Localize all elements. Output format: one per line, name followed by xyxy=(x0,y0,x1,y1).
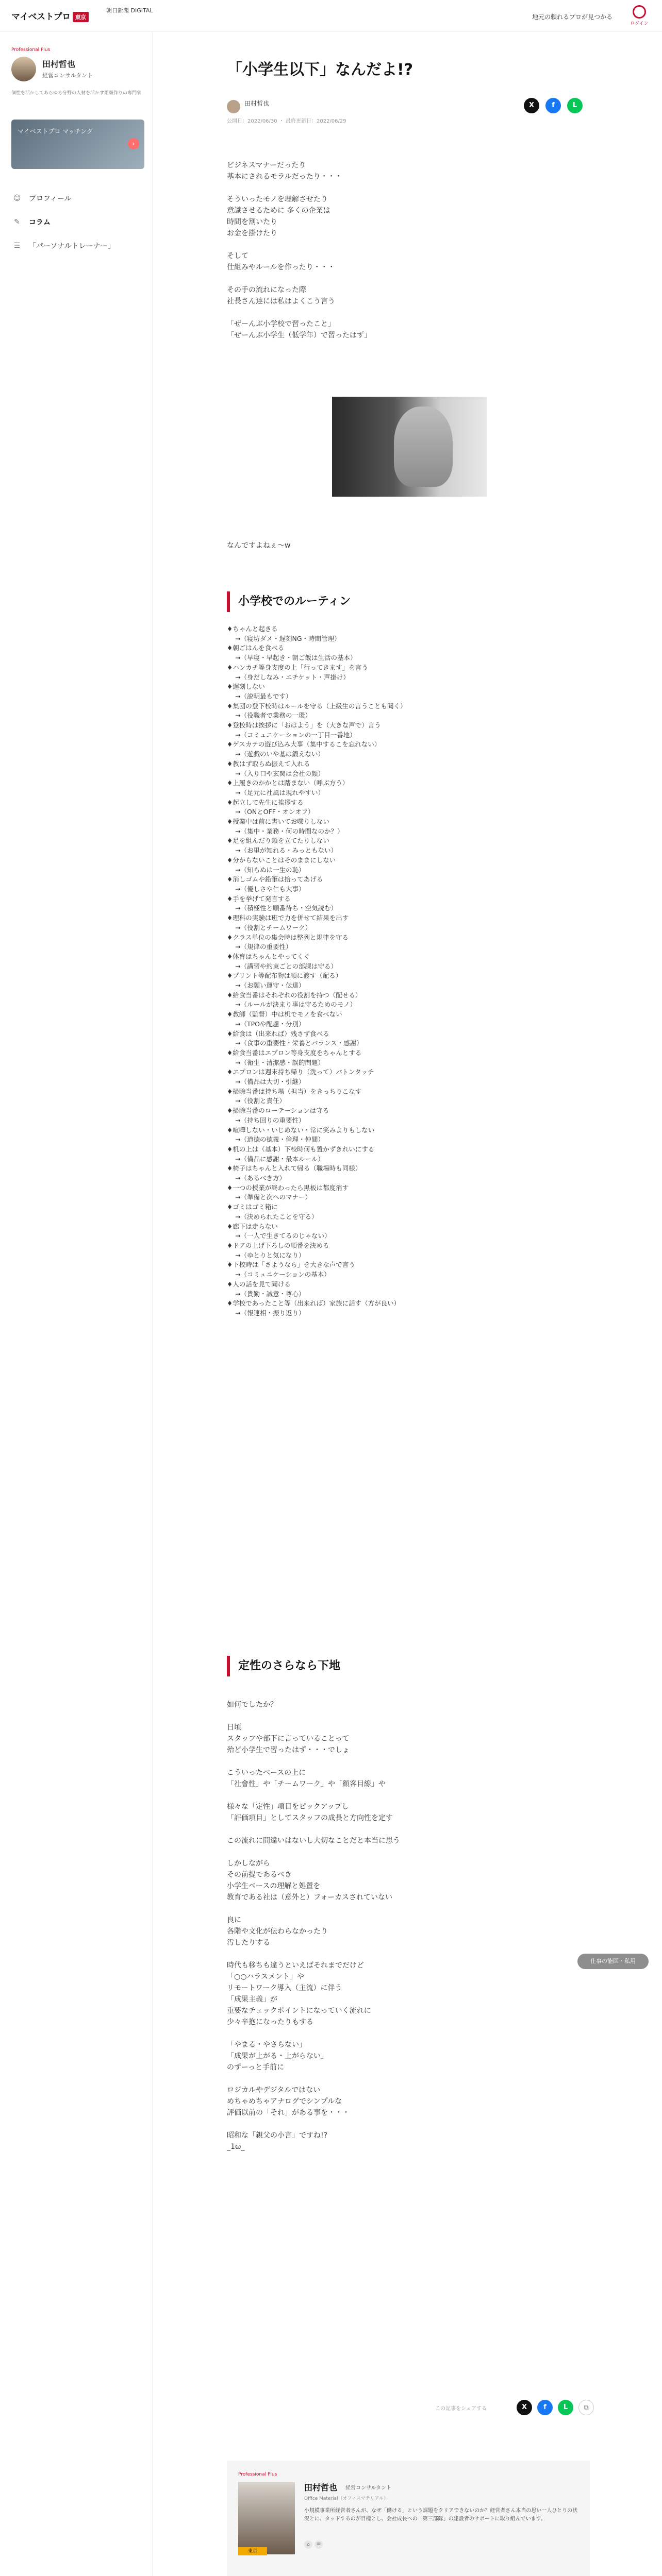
account-label: ログイン xyxy=(630,21,649,26)
matching-banner[interactable] xyxy=(11,120,144,169)
routine-item: ♦クラス単位の集会時は整列と規律を守る xyxy=(227,933,349,941)
routine-lesson: →（優しさや仁も大事） xyxy=(235,885,305,893)
sidebar xyxy=(0,32,153,2576)
routine-lesson: →（お里が知れる・みっともない） xyxy=(235,846,337,855)
author-photo[interactable] xyxy=(238,2482,295,2554)
routine-item: ♦授業中は前に書いてお喋りしない xyxy=(227,818,329,826)
routine-item: ♦ドアの上げ下ろしの順番を決める xyxy=(227,1242,329,1249)
routine-item: ♦ハンカチ等身支度の上「行ってきます」を言う xyxy=(227,663,368,671)
routine-item: ♦学校であったこと等（出来れば）家族に話す（方が良い） xyxy=(227,1299,401,1308)
routine-item: ♦分からないことはそのままにしない xyxy=(227,856,336,864)
author-company: Office Material（オフィスマテリアル） xyxy=(304,2496,389,2501)
sidebar-nav xyxy=(11,187,144,258)
routine-lesson: →（貴勤・誠意・尊心） xyxy=(235,1290,305,1298)
routine-item: ♦ゴミはゴミ箱に xyxy=(227,1203,278,1211)
routine-lesson: →（衛生・清潔感・誤的問題） xyxy=(235,1058,324,1066)
routine-lesson: →（足元に社風は現れやすい） xyxy=(235,788,324,796)
routine-lesson: →（報連相・振り返り） xyxy=(235,1309,305,1317)
routine-item: ♦教はず取らぬ振えて入れる xyxy=(227,759,310,768)
routine-lesson: →（積極性と順番待ち・空気読む） xyxy=(235,904,337,912)
routine-item: ♦給食は（出来れば）残さず食べる xyxy=(227,1029,329,1038)
routine-item: ♦机の上は（基本）下校時何も置かずきれいにする xyxy=(227,1145,375,1153)
routine-lesson: →（お願い運守・伝達） xyxy=(235,981,305,990)
routine-item: ♦一つの授業が終わったら黒板は都度消す xyxy=(227,1183,349,1192)
page-title: 「小学生以下」なんだよ!? xyxy=(227,61,413,79)
routine-item: ♦椅子はちゃんと入れて帰る（職場時も同様） xyxy=(227,1164,362,1173)
pro-tag: Professional Plus xyxy=(238,2472,277,2477)
routine-item: ♦下校時は「さようなら」を大きな声で言う xyxy=(227,1261,355,1269)
routine-lesson: →（役職者で業務の一環） xyxy=(235,711,311,720)
section-heading: 小学校でのルーティン xyxy=(227,591,590,612)
routine-item: ♦教師（監督）中は机でモノを食べない xyxy=(227,1010,342,1019)
banner-text: マイベストプロ マッチング xyxy=(18,128,93,135)
share-label: この記事をシェアする xyxy=(435,2406,487,2412)
article-photo xyxy=(332,397,487,497)
routine-lesson: →（寝坊ダメ・遅刻NG・時間管理） xyxy=(235,634,341,642)
author-role: 経営コンサルタント xyxy=(345,2485,392,2491)
section-heading: 定性のさらなら下地 xyxy=(227,1656,590,1676)
routine-item: ♦消しゴムや鉛筆は拾ってあげる xyxy=(227,875,323,884)
pen-icon: ✎ xyxy=(14,218,20,226)
facebook-icon[interactable]: f xyxy=(545,98,561,113)
routine-lesson: →（身だしなみ・エチケット・声掛け） xyxy=(235,673,350,681)
sidebar-item-label: プロフィール xyxy=(29,195,72,203)
article-text-after-photo: なんですよねぇ〜w xyxy=(227,541,291,550)
author-card xyxy=(227,2461,590,2576)
site-logo[interactable] xyxy=(11,9,89,22)
routine-lesson: →（備品に感謝・最本ルール） xyxy=(235,1155,324,1163)
routine-lesson: →（知らぬは一生の恥） xyxy=(235,866,305,874)
routine-item: ♦給食当番はエプロン等身支度をちゃんとする xyxy=(227,1048,362,1057)
sidebar-item-profile[interactable] xyxy=(11,187,144,210)
publish-date: 公開日：2022/06/30 ・ 最終更新日：2022/06/29 xyxy=(227,118,346,124)
routine-lesson: →（ルールが決まり事は守るためのモノ） xyxy=(235,1001,357,1009)
routine-lesson: →（コミュニケーションの一丁目一番地） xyxy=(235,731,356,739)
profile-name[interactable]: 田村哲也 xyxy=(42,59,76,69)
author-name[interactable]: 田村哲也 xyxy=(304,2483,338,2493)
routine-item: ♦起立して先生に挨拶する xyxy=(227,798,304,806)
line-icon[interactable]: L xyxy=(558,2400,573,2415)
routine-item: ♦朝ごはんを食べる xyxy=(227,644,285,652)
pro-tag: Professional Plus xyxy=(11,47,51,53)
routine-lesson: →（持ち回りの重要性） xyxy=(235,1116,305,1124)
routine-list xyxy=(227,624,590,1318)
routine-lesson: →（役割と責任） xyxy=(235,1097,286,1105)
routine-item: ♦手を挙げて発言する xyxy=(227,894,291,903)
routine-item: ♦給食当番はそれぞれの役割を持つ（配せる） xyxy=(227,991,362,999)
partner-logo[interactable]: 朝日新聞 DIGITAL xyxy=(106,7,153,14)
sidebar-item-service[interactable] xyxy=(11,234,144,258)
sidebar-item-label: コラム xyxy=(29,218,51,227)
find-pro-link[interactable]: 地元の頼れるプロが見つかる xyxy=(532,13,613,21)
category-tag-button[interactable]: 仕事の能回・私用 xyxy=(577,1954,649,1969)
routine-lesson: →（説明最もです） xyxy=(235,692,292,700)
account-icon xyxy=(633,5,646,19)
x-icon[interactable]: X xyxy=(517,2400,532,2415)
sidebar-item-label: 「パーソナルトレーナー」 xyxy=(29,242,115,250)
routine-lesson: →（食事の重要性・栄養とバランス・感謝） xyxy=(235,1039,363,1047)
routine-item: ♦喧嘩しない・いじめない・常に笑みよりもしない xyxy=(227,1126,375,1134)
routine-item: ♦エプロンは週末持ち帰り（洗って）バトンタッチ xyxy=(227,1068,374,1076)
profile-title: 経営コンサルタント xyxy=(42,72,93,79)
author-row xyxy=(227,98,590,122)
avatar[interactable] xyxy=(11,57,36,81)
site-header xyxy=(0,0,662,32)
routine-item: ♦廊下は走らない xyxy=(227,1222,278,1230)
routine-lesson: →（規律の重要性） xyxy=(235,943,292,951)
area-badge: 東京 xyxy=(73,12,89,22)
routine-lesson: →（一人で生きてるのじゃない） xyxy=(235,1232,331,1240)
routine-lesson: →（集中・業務・何の時間なのか？） xyxy=(235,827,344,835)
routine-lesson: →（準備と次へのマナー） xyxy=(235,1193,311,1201)
list-icon: ☰ xyxy=(13,242,21,250)
author-description: 小規模事業所経営者さんが、なぜ「働ける」という課題をクリアできないのか？経営者さん本当の思い一人ひとりの状況とに、タッドするのが目標とし、会社成長への「第三部隊」の建設者のサポートに取り組んでいます。 xyxy=(304,2508,578,2522)
x-icon[interactable]: X xyxy=(524,98,539,113)
routine-item: ♦上履きのかかとは踏まない（呼ぶ方う） xyxy=(227,779,349,787)
routine-item: ♦ちゃんと起きる xyxy=(227,625,278,633)
routine-lesson: →（備品は大切・引継） xyxy=(235,1078,305,1086)
sidebar-item-column[interactable] xyxy=(11,210,144,234)
routine-lesson: →（道徳の徳義・倫理・仲間） xyxy=(235,1136,324,1144)
routine-item: ♦掃除当番のローテーションは守る xyxy=(227,1107,329,1115)
routine-lesson: →（あるべき方） xyxy=(235,1174,286,1182)
routine-item: ♦登校時は挨拶に「おはよう」を（大きな声で）言う xyxy=(227,721,381,730)
routine-item: ♦掃除当番は持ち場（担当）をきっちりこなす xyxy=(227,1087,362,1095)
person-icon: ☺ xyxy=(13,194,21,202)
routine-item: ♦集団の登下校時はルールを守る（上級生の言うことも聞く） xyxy=(227,702,407,710)
arrow-right-icon: › xyxy=(128,138,139,149)
logo-text: マイベストプロ xyxy=(11,12,71,22)
routine-item: ♦プリント等配布物は順に渡す（配る） xyxy=(227,972,342,980)
routine-lesson: →（ONとOFF・オンオフ） xyxy=(235,808,315,816)
routine-item: ♦人の話を見て聞ける xyxy=(227,1280,291,1288)
routine-lesson: →（講習や約束ごとの部課は守る） xyxy=(235,962,337,970)
hands-on-face-image xyxy=(394,406,453,486)
mail-icon[interactable]: ✉ xyxy=(315,2540,323,2549)
author-name[interactable]: 田村哲也 xyxy=(244,100,270,107)
account-button[interactable] xyxy=(628,5,651,28)
link-icon[interactable]: ⧉ xyxy=(578,2400,594,2415)
routine-item: ♦理科の実験は班で力を併せて結果を出す xyxy=(227,914,349,922)
routine-lesson: →（TPOや配慮・分別） xyxy=(235,1020,305,1028)
routine-lesson: →（決められたことを守る） xyxy=(235,1212,318,1221)
facebook-icon[interactable]: f xyxy=(537,2400,553,2415)
profile-description: 個性を活かしてあらゆる分野の人材を活かす組織作りの専門家 xyxy=(11,91,142,96)
routine-lesson: →（ゆとりと気になり） xyxy=(235,1251,305,1259)
routine-lesson: →（コミュニケーションの基本） xyxy=(235,1270,330,1279)
routine-lesson: →（役割とチームワーク） xyxy=(235,923,311,931)
routine-item: ♦体育はちゃんとやってくぐ xyxy=(227,952,310,960)
author-link-icons xyxy=(304,2538,325,2547)
area-badge: 東京 xyxy=(238,2547,267,2555)
share-bar xyxy=(227,2400,590,2416)
routine-lesson: →（遊戯のいや基は鍛えない） xyxy=(235,750,324,758)
routine-item: ♦足を組んだり頬を立てたりしない xyxy=(227,837,329,845)
line-icon[interactable]: L xyxy=(567,98,583,113)
author-avatar[interactable] xyxy=(227,100,240,113)
routine-item: ♦ゲスカテの遊び込み大事（集中するこを忘れない） xyxy=(227,740,381,749)
article-intro: ビジネスマナーだったり 基本にされるモラルだったり・・・ そういったモノを理解させたり 意識させるために 多くの企業は 時間を割いたり お金を掛けたり そして 仕組みやルールを作ったり・・・ その手の流れになった際 社長さん達には私はよくこう言う 「ぜーんぶ小学校で習ったこと」 「ぜーんぶ小学生（低学年）で習ったはず」 xyxy=(227,161,371,340)
routine-lesson: →（入り口や玄関は会社の顔） xyxy=(235,769,324,777)
home-icon[interactable]: ⌂ xyxy=(304,2540,312,2549)
article-conclusion: 如何でしたか？ 日頃 スタッフや部下に言っていることって 殆ど小学生で習ったはず・・・でしょ こういったベースの上に 「社會性」や「チームワーク」や「顧客目線」や 様々な「定性」項目をピックアップし 「評価項目」としてスタッフの成長と方向性を定す この流れに間違いはないし大切なことだと本当に思う しかしながら その前提であるべき 小学生ベースの理解と処置を 教育である社は（意外と）フォーカスされていない 良に 各階や文化が伝わらなかったり 汚したりする 時代も移ちも違うといえばそれまでだけど 「○○ハラスメント」や リモートワーク導入（主流）に伴う 「成果主義」が 重要なチェックポイントになっていく流れに 少々辛抱になったりもする 「やまる・やさらない」 「成果が上がる・上がらない」 のずーっと手前に ロジカルやデジタルではない めちゃめちゃアナログでシンプルな 評価以前の「それ」がある事を・・・ 昭和な「親父の小言」ですね!? _1ω_ xyxy=(227,1701,400,2151)
routine-lesson: →（早寝・早起き・朝ご飯は生活の基本） xyxy=(235,654,357,662)
routine-item: ♦遅刻しない xyxy=(227,683,265,691)
